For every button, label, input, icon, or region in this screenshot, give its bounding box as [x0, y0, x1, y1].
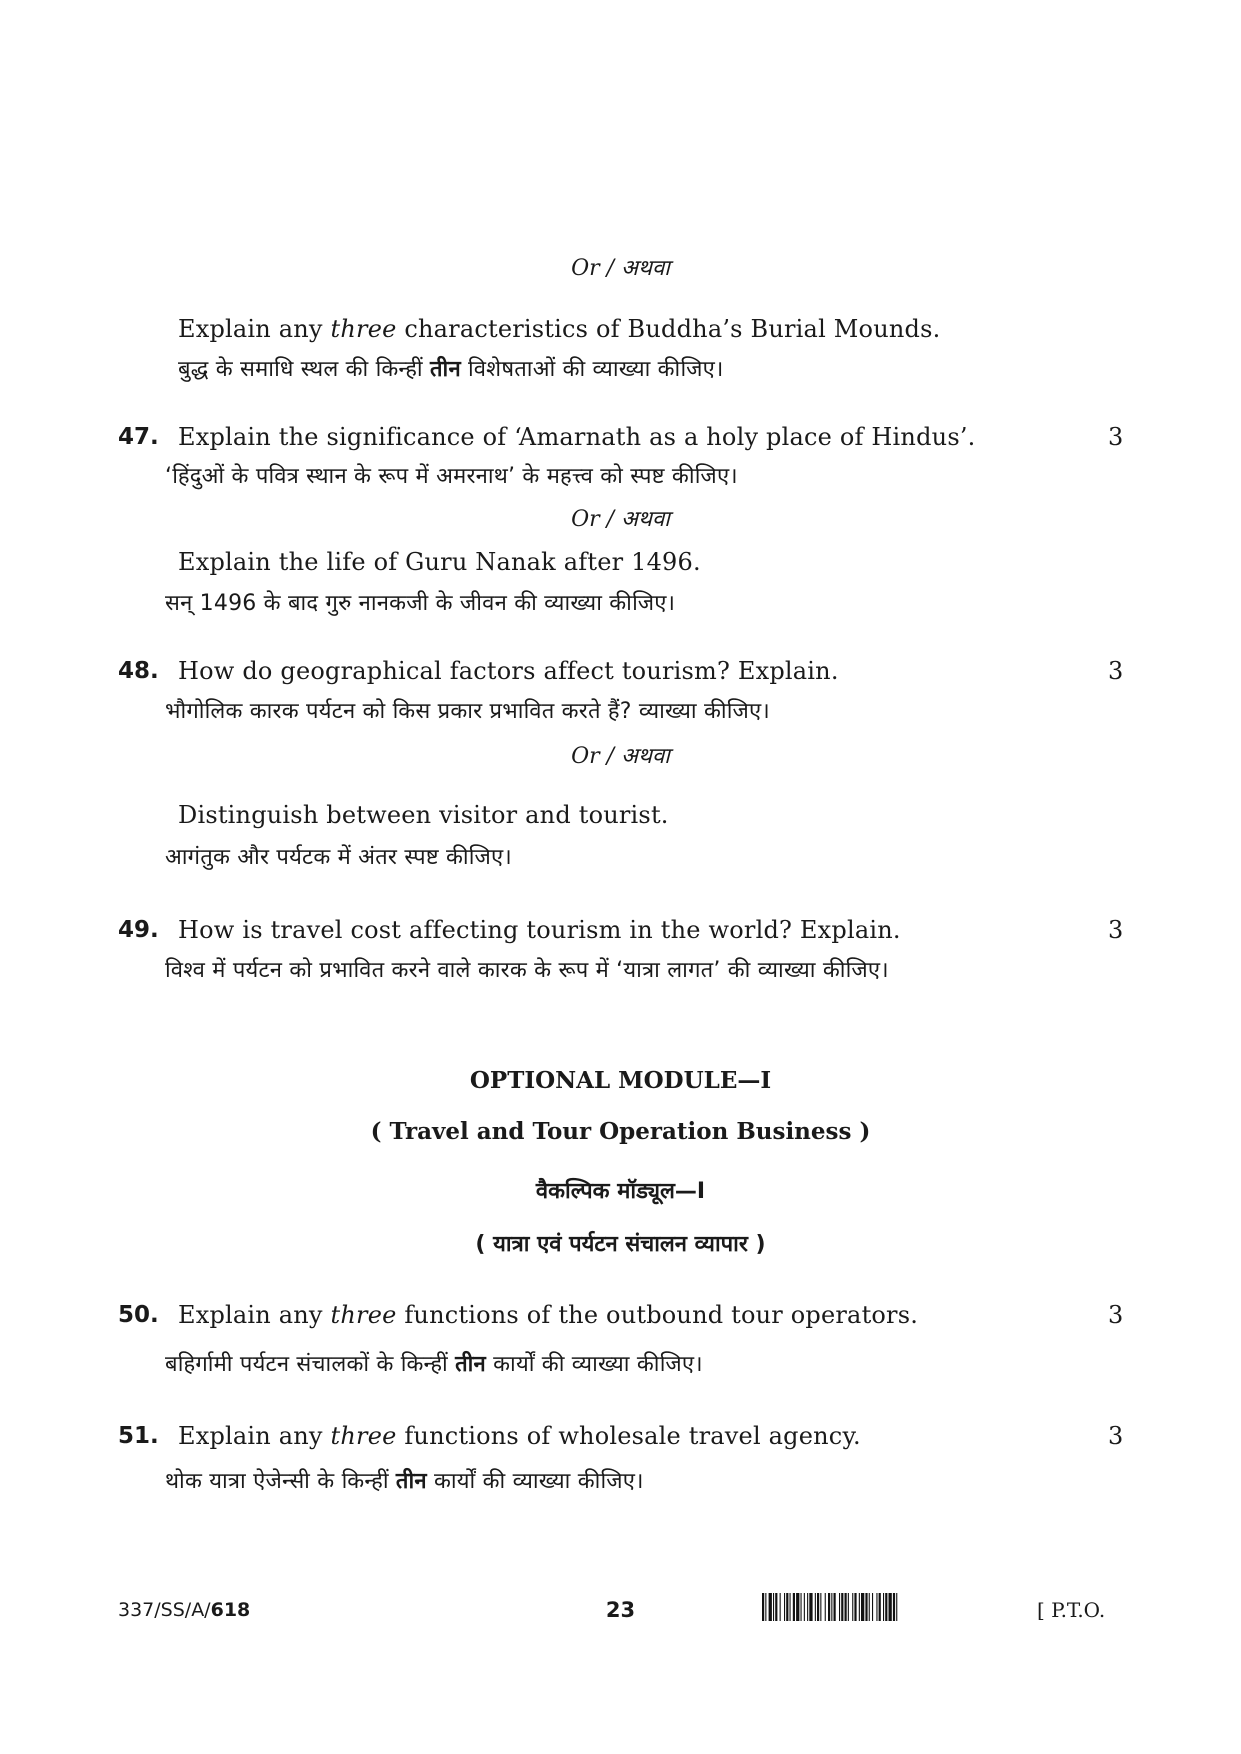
question-51-english: Explain any three functions of wholesale travel agency. — [178, 1422, 861, 1450]
or-divider: Or / अथवा — [571, 256, 670, 281]
page-number: 23 — [605, 1598, 636, 1622]
question-47-marks: 3 — [1108, 423, 1124, 451]
question-49-hindi: विश्व में पर्यटन को प्रभावित करने वाले कारक के रूप में ‘यात्रा लागत’ की व्याख्या कीजिए। — [165, 958, 889, 983]
module-title-english: OPTIONAL MODULE—I — [469, 1067, 772, 1094]
question-48-alt-english: Distinguish between visitor and tourist. — [178, 801, 669, 829]
question-49-english: How is travel cost affecting tourism in the world? Explain. — [178, 916, 901, 944]
question-46-alt-hindi: बुद्ध के समाधि स्थल की किन्हीं तीन विशेषताओं की व्याख्या कीजिए। — [178, 357, 724, 382]
question-48-marks: 3 — [1108, 657, 1124, 685]
question-number: 51. — [118, 1423, 159, 1449]
or-divider: Or / अथवा — [571, 744, 670, 769]
question-50-english: Explain any three functions of the outbound tour operators. — [178, 1301, 919, 1329]
question-number: 50. — [118, 1302, 159, 1328]
question-48-alt-hindi: आगंतुक और पर्यटक में अंतर स्पष्ट कीजिए। — [165, 845, 512, 870]
module-title-hindi: वैकल्पिक मॉड्यूल—I — [535, 1179, 706, 1204]
barcode-image — [762, 1593, 1022, 1621]
or-divider: Or / अथवा — [571, 507, 670, 532]
question-number: 47. — [118, 424, 159, 450]
question-46-alt-english: Explain any three characteristics of Buddha’s Burial Mounds. — [178, 315, 941, 343]
question-47-alt-english: Explain the life of Guru Nanak after 1496. — [178, 548, 701, 576]
pto-label: [ P.T.O. — [1037, 1598, 1106, 1622]
question-48-hindi: भौगोलिक कारक पर्यटन को किस प्रकार प्रभावित करते हैं? व्याख्या कीजिए। — [165, 699, 770, 724]
question-49-marks: 3 — [1108, 916, 1124, 944]
question-50-hindi: बहिर्गामी पर्यटन संचालकों के किन्हीं तीन कार्यों की व्याख्या कीजिए। — [165, 1352, 703, 1377]
question-number: 49. — [118, 917, 159, 943]
paper-code: 337/SS/A/618 — [118, 1599, 251, 1621]
question-51-marks: 3 — [1108, 1422, 1124, 1450]
question-47-english: Explain the significance of ‘Amarnath as a holy place of Hindus’. — [178, 423, 976, 451]
question-50-marks: 3 — [1108, 1301, 1124, 1329]
question-number: 48. — [118, 658, 159, 684]
module-subtitle-hindi: ( यात्रा एवं पर्यटन संचालन व्यापार ) — [475, 1232, 766, 1257]
question-47-alt-hindi: सन् 1496 के बाद गुरु नानकजी के जीवन की व्याख्या कीजिए। — [165, 591, 676, 616]
question-47-hindi: ‘हिंदुओं के पवित्र स्थान के रूप में अमरनाथ’ के महत्त्व को स्पष्ट कीजिए। — [165, 464, 738, 489]
question-48-english: How do geographical factors affect tourism? Explain. — [178, 657, 839, 685]
question-51-hindi: थोक यात्रा ऐजेन्सी के किन्हीं तीन कार्यों की व्याख्या कीजिए। — [165, 1469, 644, 1494]
module-subtitle-english: ( Travel and Tour Operation Business ) — [370, 1118, 871, 1145]
